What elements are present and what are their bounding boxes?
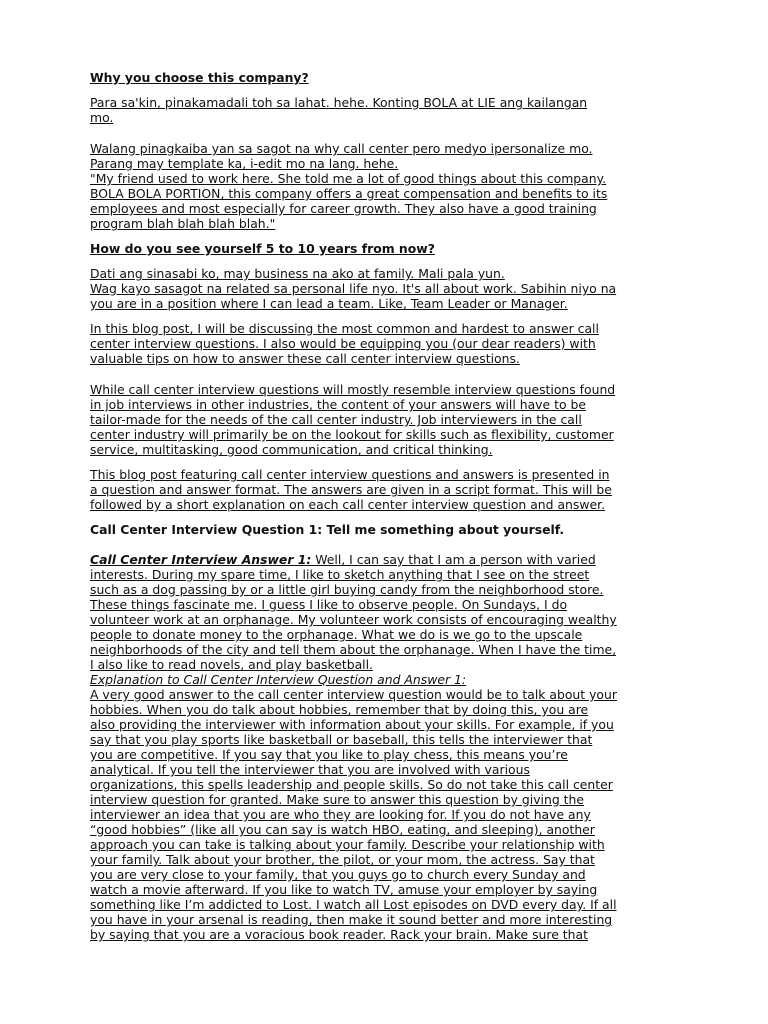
text-line: analytical. If you tell the interviewer that you are involved with various [90, 762, 530, 777]
text-line: interviewer an idea that you are who they are looking for. If you do not have any [90, 807, 591, 822]
text-line: you are very close to your family, that you guys go to church every Sunday and [90, 867, 586, 882]
text-line: say that you play sports like basketball or baseball, this tells the interviewer that [90, 732, 593, 747]
text-line: in job interviews in other industries, the content of your answers will have to be [90, 397, 586, 412]
paragraph-6 [90, 467, 690, 512]
text-line: such as a dog passing by or a little girl buying candy from the neighborhood store. [90, 582, 604, 597]
answer-1-first-text: Well, I can say that I am a person with varied [311, 552, 596, 567]
text-line: you have in your arsenal is reading, then make it sound better and more interesting [90, 912, 613, 927]
text-line: This blog post featuring call center interview questions and answers is presented in [90, 467, 610, 482]
paragraph-4 [90, 321, 690, 366]
paragraph-1 [90, 95, 690, 125]
question-1-heading: Call Center Interview Question 1: Tell me something about yourself. [90, 522, 565, 537]
text-line: you are competitive. If you say that you like to play chess, this means you’re [90, 747, 568, 762]
text-line: Wag kayo sasagot na related sa personal life nyo. It's all about work. Sabihin niyo na [90, 281, 617, 296]
text-line: “good hobbies” (like all you can say is watch HBO, eating, and sleeping), another [90, 822, 595, 837]
text-line: valuable tips on how to answer these call center interview questions. [90, 351, 520, 366]
text-line: "My friend used to work here. She told me a lot of good things about this company. [90, 171, 607, 186]
text-line: by saying that you are a voracious book reader. Rack your brain. Make sure that [90, 927, 588, 942]
text-line: service, multitasking, good communication, and critical thinking. [90, 442, 493, 457]
paragraph-5 [90, 382, 690, 457]
text-line: Parang may template ka, i-edit mo na lang. hehe. [90, 156, 399, 171]
explanation-1 [90, 672, 690, 942]
text-line: something like I’m addicted to Lost. I watch all Lost episodes on DVD every day. If all [90, 897, 617, 912]
text-line: neighborhoods of the city and tell them about the orphanage. When I have the time, [90, 642, 617, 657]
text-line: mo. [90, 110, 114, 125]
text-line: Dati ang sinasabi ko, may business na ako at family. Mali pala yun. [90, 266, 505, 281]
text-line: employees and most especially for career growth. They also have a good training [90, 201, 597, 216]
text-line: organizations, this spells leadership and people skills. So do not take this call center [90, 777, 613, 792]
text-line: watch a movie afterward. If you like to watch TV, amuse your employer by saying [90, 882, 598, 897]
heading-why-company: Why you choose this company? [90, 70, 309, 85]
text-line: followed by a short explanation on each call center interview question and answer. [90, 497, 606, 512]
text-line: interests. During my spare time, I like to sketch anything that I see on the street [90, 567, 590, 582]
answer-1-first-line [90, 552, 690, 567]
text-line: program blah blah blah blah." [90, 216, 276, 231]
text-line: tailor-made for the needs of the call center industry. Job interviewers in the call [90, 412, 582, 427]
answer-1 [90, 552, 690, 672]
text-line: A very good answer to the call center interview question would be to talk about your [90, 687, 617, 702]
text-line: Para sa'kin, pinakamadali toh sa lahat. hehe. Konting BOLA at LIE ang kailangan [90, 95, 588, 110]
explanation-1-title: Explanation to Call Center Interview Question and Answer 1: [90, 672, 467, 687]
text-line: your family. Talk about your brother, the pilot, or your mom, the actress. Say that [90, 852, 595, 867]
text-line: approach you can take is talking about your family. Describe your relationship with [90, 837, 605, 852]
text-line: volunteer work at an orphanage. My volunteer work consists of encouraging wealthy [90, 612, 617, 627]
text-line: a question and answer format. The answers are given in a script format. This will be [90, 482, 612, 497]
answer-1-label: Call Center Interview Answer 1: [90, 552, 312, 567]
text-line: Walang pinagkaiba yan sa sagot na why call center pero medyo ipersonalize mo. [90, 141, 593, 156]
text-line: also providing the interviewer with information about your skills. For example, if you [90, 717, 614, 732]
text-line: you are in a position where I can lead a team. Like, Team Leader or Manager. [90, 296, 568, 311]
text-line: center interview questions. I also would be equipping you (our dear readers) with [90, 336, 596, 351]
heading-5-10-years: How do you see yourself 5 to 10 years from now? [90, 241, 435, 256]
text-line: BOLA BOLA PORTION, this company offers a great compensation and benefits to its [90, 186, 608, 201]
text-line: I also like to read novels, and play basketball. [90, 657, 373, 672]
text-line: In this blog post, I will be discussing the most common and hardest to answer call [90, 321, 599, 336]
document-page [90, 70, 690, 942]
paragraph-3 [90, 266, 690, 311]
paragraph-2 [90, 141, 690, 231]
text-line: These things fascinate me. I guess I like to observe people. On Sundays, I do [90, 597, 568, 612]
text-line: hobbies. When you do talk about hobbies, remember that by doing this, you are [90, 702, 589, 717]
text-line: While call center interview questions will mostly resemble interview questions found [90, 382, 616, 397]
text-line: center industry will primarily be on the lookout for skills such as flexibility, customer [90, 427, 614, 442]
text-line: people to donate money to the orphanage. What we do is we go to the upscale [90, 627, 583, 642]
text-line: interview question for granted. Make sure to answer this question by giving the [90, 792, 584, 807]
